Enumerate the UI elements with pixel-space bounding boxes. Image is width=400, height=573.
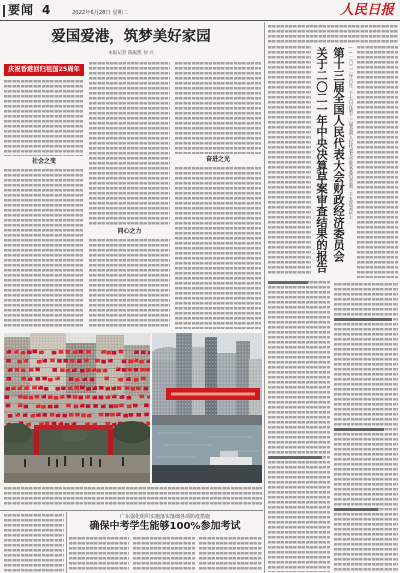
red-flag (140, 395, 145, 399)
body-text-column (89, 62, 170, 226)
red-flag (84, 359, 89, 363)
flag-star (117, 368, 118, 369)
flag-star (42, 395, 43, 396)
section-rule (0, 510, 263, 511)
subhead-3: 奋进之光 (205, 156, 230, 163)
red-flag (48, 395, 53, 399)
flag-star (33, 386, 34, 387)
flag-star (25, 386, 26, 387)
red-flag (75, 378, 80, 382)
subhead-2: 同心之力 (117, 228, 142, 235)
red-flag (148, 351, 150, 355)
flag-star (69, 386, 70, 387)
red-flag (24, 405, 29, 409)
hong-kong-street-photo (4, 333, 150, 483)
red-flag (52, 368, 57, 372)
flag-star (88, 413, 89, 414)
red-flag (42, 377, 47, 381)
red-flag (37, 360, 42, 364)
red-flag (75, 413, 80, 417)
red-flag (117, 386, 122, 390)
red-flag (145, 368, 150, 372)
red-flag (116, 368, 121, 372)
red-flag (105, 413, 110, 417)
body-text-column (133, 537, 195, 572)
red-flag (42, 413, 47, 417)
bold-subhead-line (334, 508, 378, 511)
section-marker (3, 5, 5, 17)
red-flag (67, 395, 72, 399)
flag-star (39, 386, 40, 387)
red-flag (125, 386, 130, 390)
flag-star (56, 413, 57, 414)
flag-star (48, 404, 49, 405)
red-flag (23, 396, 28, 400)
red-flag (97, 369, 102, 373)
red-flag (52, 422, 57, 426)
report-dateline: ——二〇二二年六月二十七日在第十三届全国人民代表大会常务委员会第三十五次会议上 (348, 46, 353, 219)
main-byline: 本报记者 陈振凯 何 兴 (108, 51, 154, 56)
red-flag (106, 351, 111, 355)
red-flag (44, 387, 49, 391)
red-flag (103, 369, 108, 373)
red-flag (106, 387, 111, 391)
flag-star (127, 377, 128, 378)
flag-star (23, 413, 24, 414)
red-flag (48, 405, 53, 409)
red-flag (7, 377, 12, 381)
body-text-column (199, 537, 262, 572)
body-text-column (69, 537, 129, 572)
bold-subhead-line (268, 456, 322, 459)
flag-star (120, 395, 121, 396)
red-flag (35, 368, 40, 372)
flag-star (127, 395, 128, 396)
red-flag (147, 359, 151, 363)
red-flag (139, 360, 144, 364)
red-flag (48, 378, 53, 382)
red-flag (90, 378, 95, 382)
body-text-column (89, 239, 170, 329)
red-flag (112, 351, 117, 355)
red-flag (136, 413, 141, 417)
red-flag (21, 351, 26, 355)
flag-star (16, 413, 17, 414)
red-flag (66, 369, 71, 373)
red-flag (6, 404, 11, 408)
bold-subhead-line (268, 281, 308, 284)
bold-subhead-line (334, 318, 392, 321)
red-flag (31, 414, 36, 418)
red-flag (86, 404, 91, 408)
red-flag (35, 395, 40, 399)
body-text-column (4, 514, 64, 572)
red-flag (87, 414, 92, 418)
flag-star (119, 377, 120, 378)
flag-star (40, 422, 41, 423)
red-flag (52, 351, 57, 355)
red-flag (36, 377, 41, 381)
red-flag (131, 387, 136, 391)
red-flag (112, 387, 117, 391)
flag-star (112, 386, 113, 387)
red-flag (32, 350, 37, 354)
red-flag (128, 360, 133, 364)
report-issuer: 第十三届全国人民代表大会财政经济委员会 (332, 47, 345, 262)
red-flag (6, 359, 11, 363)
red-flag (29, 396, 34, 400)
photo-caption (4, 487, 262, 507)
red-flag (134, 368, 139, 372)
flag-star (74, 350, 75, 351)
flag-star (93, 422, 94, 423)
red-flag (86, 369, 91, 373)
red-flag (74, 405, 79, 409)
red-flag (60, 368, 65, 372)
flag-star (75, 377, 76, 378)
flag-star (87, 386, 88, 387)
flag-star (40, 350, 41, 351)
anniversary-banner: 庆祝香港回归祖国25周年 (4, 64, 84, 76)
red-flag (69, 377, 74, 381)
body-text-column (357, 46, 398, 278)
red-flag (79, 350, 84, 354)
main-headline: 爱国爱港，筑梦美好家园 (51, 29, 211, 45)
red-flag (93, 396, 98, 400)
red-flag (129, 413, 134, 417)
flag-star (38, 359, 39, 360)
issue-date: 2022年6月28日 星期二 (72, 10, 128, 16)
flag-star (7, 422, 8, 423)
flag-star (15, 350, 16, 351)
flag-star (55, 404, 56, 405)
red-flag (119, 350, 124, 354)
body-text-column (268, 281, 330, 572)
red-flag (74, 386, 79, 390)
flag-star (18, 386, 19, 387)
body-text-column (268, 46, 311, 276)
flag-star (113, 422, 114, 423)
red-flag (144, 413, 149, 417)
victoria-harbour-photo (152, 333, 262, 483)
flag-star (37, 404, 38, 405)
red-flag (99, 396, 104, 400)
red-flag (109, 405, 114, 409)
red-flag (78, 396, 83, 400)
bottom-kicker: 广东强化组织实施落实落细各项防疫措施 (119, 514, 210, 520)
red-flag (5, 387, 10, 391)
red-flag (56, 414, 61, 418)
red-flag (41, 405, 46, 409)
flag-star (92, 368, 93, 369)
flag-star (134, 359, 135, 360)
flag-star (18, 404, 19, 405)
red-flag (29, 368, 34, 372)
red-flag (144, 404, 149, 408)
red-flag (66, 350, 71, 354)
red-flag (80, 386, 85, 390)
red-flag (8, 414, 13, 418)
red-flag (55, 377, 60, 381)
red-flag (106, 422, 111, 426)
flag-star (31, 413, 32, 414)
red-flag (57, 359, 62, 363)
flag-star (107, 350, 108, 351)
flag-star (117, 413, 118, 414)
red-flag (66, 404, 71, 408)
red-flag (61, 387, 66, 391)
flag-star (56, 377, 57, 378)
body-text-column (175, 62, 261, 154)
flag-star (12, 386, 13, 387)
body-text-column (4, 80, 84, 156)
red-flag (18, 404, 23, 408)
page-number: 4 (42, 3, 51, 17)
flag-star (24, 359, 25, 360)
body-text-column (268, 25, 398, 43)
red-flag (56, 387, 61, 391)
red-flag (99, 413, 104, 417)
bold-subhead-line (334, 428, 384, 431)
red-flag (134, 350, 139, 354)
red-flag (144, 387, 149, 391)
flag-star (81, 404, 82, 405)
red-flag (18, 395, 23, 399)
red-flag (101, 360, 106, 364)
flag-star (28, 377, 29, 378)
flag-star (73, 368, 74, 369)
column-divider (66, 512, 67, 573)
flag-star (106, 386, 107, 387)
red-flag (141, 351, 146, 355)
red-flag (119, 404, 124, 408)
red-flag (114, 404, 119, 408)
flag-star (102, 404, 103, 405)
flag-star (42, 404, 43, 405)
red-flag (134, 359, 139, 363)
red-flag (128, 368, 133, 372)
red-flag (70, 359, 75, 363)
report-title: 关于二〇二一年中央决算草案审查结果的报告 (315, 47, 328, 273)
red-flag (118, 378, 123, 382)
flag-star (148, 395, 149, 396)
red-flag (95, 359, 100, 363)
red-flag (50, 413, 55, 417)
red-flag (93, 404, 98, 408)
flag-star (102, 350, 103, 351)
flag-star (59, 422, 60, 423)
red-flag (134, 378, 139, 382)
red-flag (101, 405, 106, 409)
flag-star (147, 359, 148, 360)
flag-star (43, 359, 44, 360)
red-flag (110, 413, 115, 417)
red-flag (73, 395, 78, 399)
flag-star (109, 359, 110, 360)
red-flag (99, 386, 104, 390)
red-flag (136, 387, 141, 391)
body-text-column (175, 167, 261, 329)
flag-star (37, 413, 38, 414)
red-flag (50, 359, 55, 363)
bottom-headline: 确保中考学生能够100%参加考试 (89, 521, 241, 532)
red-flag (122, 368, 127, 372)
ferry (210, 457, 252, 465)
red-flag (80, 369, 85, 373)
flag-star (140, 359, 141, 360)
body-text-column (4, 169, 84, 329)
red-flag (122, 360, 127, 364)
red-flag (81, 414, 86, 418)
red-flag (21, 369, 26, 373)
red-flag (62, 414, 67, 418)
red-flag (86, 350, 91, 354)
section-title: 要闻 (8, 3, 35, 17)
red-flag (27, 350, 32, 354)
red-flag (86, 387, 91, 391)
red-flag (59, 350, 64, 354)
flag-star (106, 395, 107, 396)
flag-star (148, 350, 149, 351)
red-flag (63, 359, 68, 363)
flag-star (21, 350, 22, 351)
red-flag (54, 405, 59, 409)
red-flag (69, 413, 74, 417)
red-flag (141, 377, 146, 381)
red-flag (21, 377, 26, 381)
flag-star (86, 395, 87, 396)
red-flag (17, 360, 22, 364)
flag-star (27, 422, 28, 423)
flag-star (7, 350, 8, 351)
red-flag (127, 396, 132, 400)
column-divider (264, 22, 265, 573)
flag-star (113, 395, 114, 396)
flag-star (8, 368, 9, 369)
header-rule (0, 20, 400, 21)
flag-star (83, 377, 84, 378)
red-flag (54, 396, 59, 400)
flag-star (72, 422, 73, 423)
masthead-logo: 人民日报 (340, 2, 394, 18)
flag-star (93, 386, 94, 387)
flag-star (60, 395, 61, 396)
red-flag (77, 359, 82, 363)
red-flag (140, 368, 145, 372)
flag-star (8, 413, 9, 414)
flag-star (124, 413, 125, 414)
red-flag (116, 413, 121, 417)
flag-star (103, 368, 104, 369)
red-flag (5, 395, 10, 399)
red-flag (15, 368, 20, 372)
red-flag (123, 414, 128, 418)
flag-star (93, 395, 94, 396)
subhead-1: 社会之变 (31, 158, 56, 165)
red-flag (133, 404, 138, 408)
red-flag (45, 422, 50, 426)
flag-star (128, 404, 129, 405)
red-flag (104, 377, 109, 381)
flag-star (86, 422, 87, 423)
flag-star (66, 368, 67, 369)
